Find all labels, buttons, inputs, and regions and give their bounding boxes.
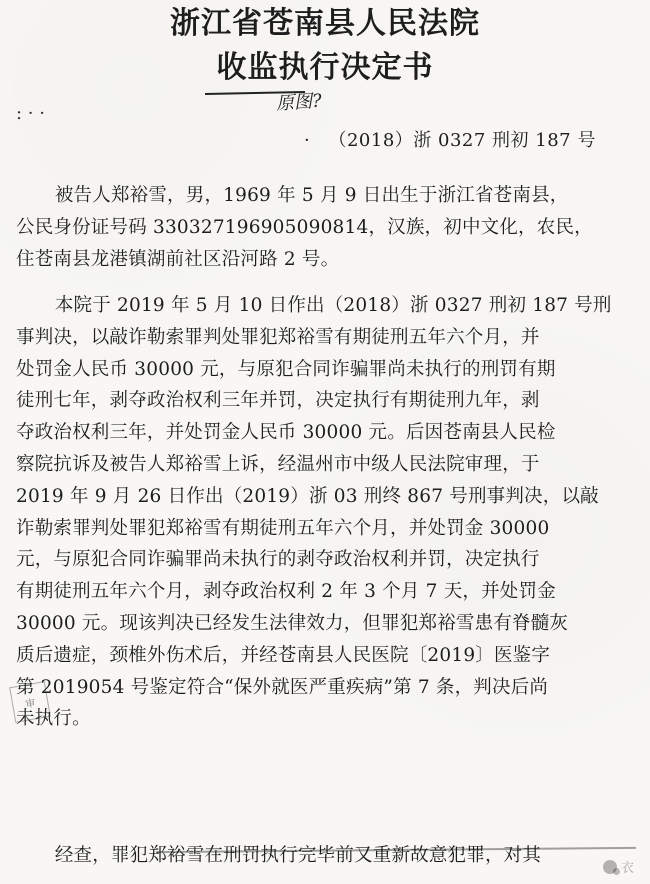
paragraph-2-line-3: 处罚金人民币 30000 元，与原犯合同诈骗罪尚未执行的刑罚有期 <box>16 358 556 380</box>
handwritten-note: 原图? <box>275 90 323 115</box>
paragraph-2-line-2: 事判决，以敲诈勒索罪判处罪犯郑裕雪有期徒刑五年六个月，并 <box>16 326 540 348</box>
left-margin-marks: : · · <box>16 103 45 124</box>
case-number-text: （2018）浙 0327 刑初 187 号 <box>328 130 596 151</box>
paragraph-2-line-4: 徒刑七年，剥夺政治权利三年并罚，决定执行有期徒刑九年，剥 <box>16 390 540 412</box>
paragraph-case-history <box>16 290 640 735</box>
paragraph-2-line-12: 质后遗症，颈椎外伤术后，并经苍南县人民医院〔2019〕医鉴字 <box>16 644 551 666</box>
paragraph-2-line-10: 有期徒刑五年六个月，剥夺政治权利 2 年 3 个月 7 天，并处罚金 <box>16 581 556 603</box>
paragraph-2-line-14: 未执行。 <box>16 708 91 730</box>
paragraph-2-line-5: 夺政治权利三年，并处罚金人民币 30000 元。后因苍南县人民检 <box>16 422 556 444</box>
paragraph-defendant-info <box>16 180 640 275</box>
paragraph-2-line-13: 第 2019054 号鉴定符合“保外就医严重疾病”第 7 条，判决后尚 <box>16 676 549 698</box>
case-number-dot: · <box>304 130 311 151</box>
paragraph-finding <box>16 840 640 872</box>
paragraph-2-line-8: 诈勒索罪判处罪犯郑裕雪有期徒刑五年六个月，并处罚金 30000 <box>16 517 550 539</box>
paragraph-2-line-6: 察院抗诉及被告人郑裕雪上诉，经温州市中级人民法院审理，于 <box>16 453 540 475</box>
paragraph-2-line-7: 2019 年 9 月 26 日作出（2019）浙 03 刑终 867 号刑事判决，以敲 <box>16 485 599 507</box>
paragraph-1-line-3: 住苍南县龙港镇湖前社区沿河路 2 号。 <box>16 248 340 270</box>
paragraph-2-line-9: 元，与原犯合同诈骗罪尚未执行的剥夺政治权利并罚，决定执行 <box>16 549 540 571</box>
paragraph-1-line-2: 公民身份证号码 330327196905090814，汉族，初中文化，农民， <box>16 216 593 238</box>
margin-stamp: 审 <box>9 681 51 723</box>
paragraph-1-line-1: 被告人郑裕雪，男，1969 年 5 月 9 日出生于浙江省苍南县， <box>54 185 569 206</box>
watermark <box>603 857 634 876</box>
paragraph-2-line-11: 30000 元。现该判决已经发生法律效力，但罪犯郑裕雪患有脊髓灰 <box>16 612 569 634</box>
watermark-text: 衣 <box>620 861 634 876</box>
court-name: 浙江省苍南县人民法院 <box>170 6 480 41</box>
paragraph-2-line-1: 本院于 2019 年 5 月 10 日作出（2018）浙 0327 刑初 187 号刑 <box>54 295 612 316</box>
case-number <box>304 128 596 154</box>
chat-icon <box>603 860 617 874</box>
document-title: 收监执行决定书 <box>216 50 434 85</box>
paragraph-3-line-1: 经查，罪犯郑裕雪在刑罚执行完毕前又重新故意犯罪，对其 <box>54 845 542 866</box>
